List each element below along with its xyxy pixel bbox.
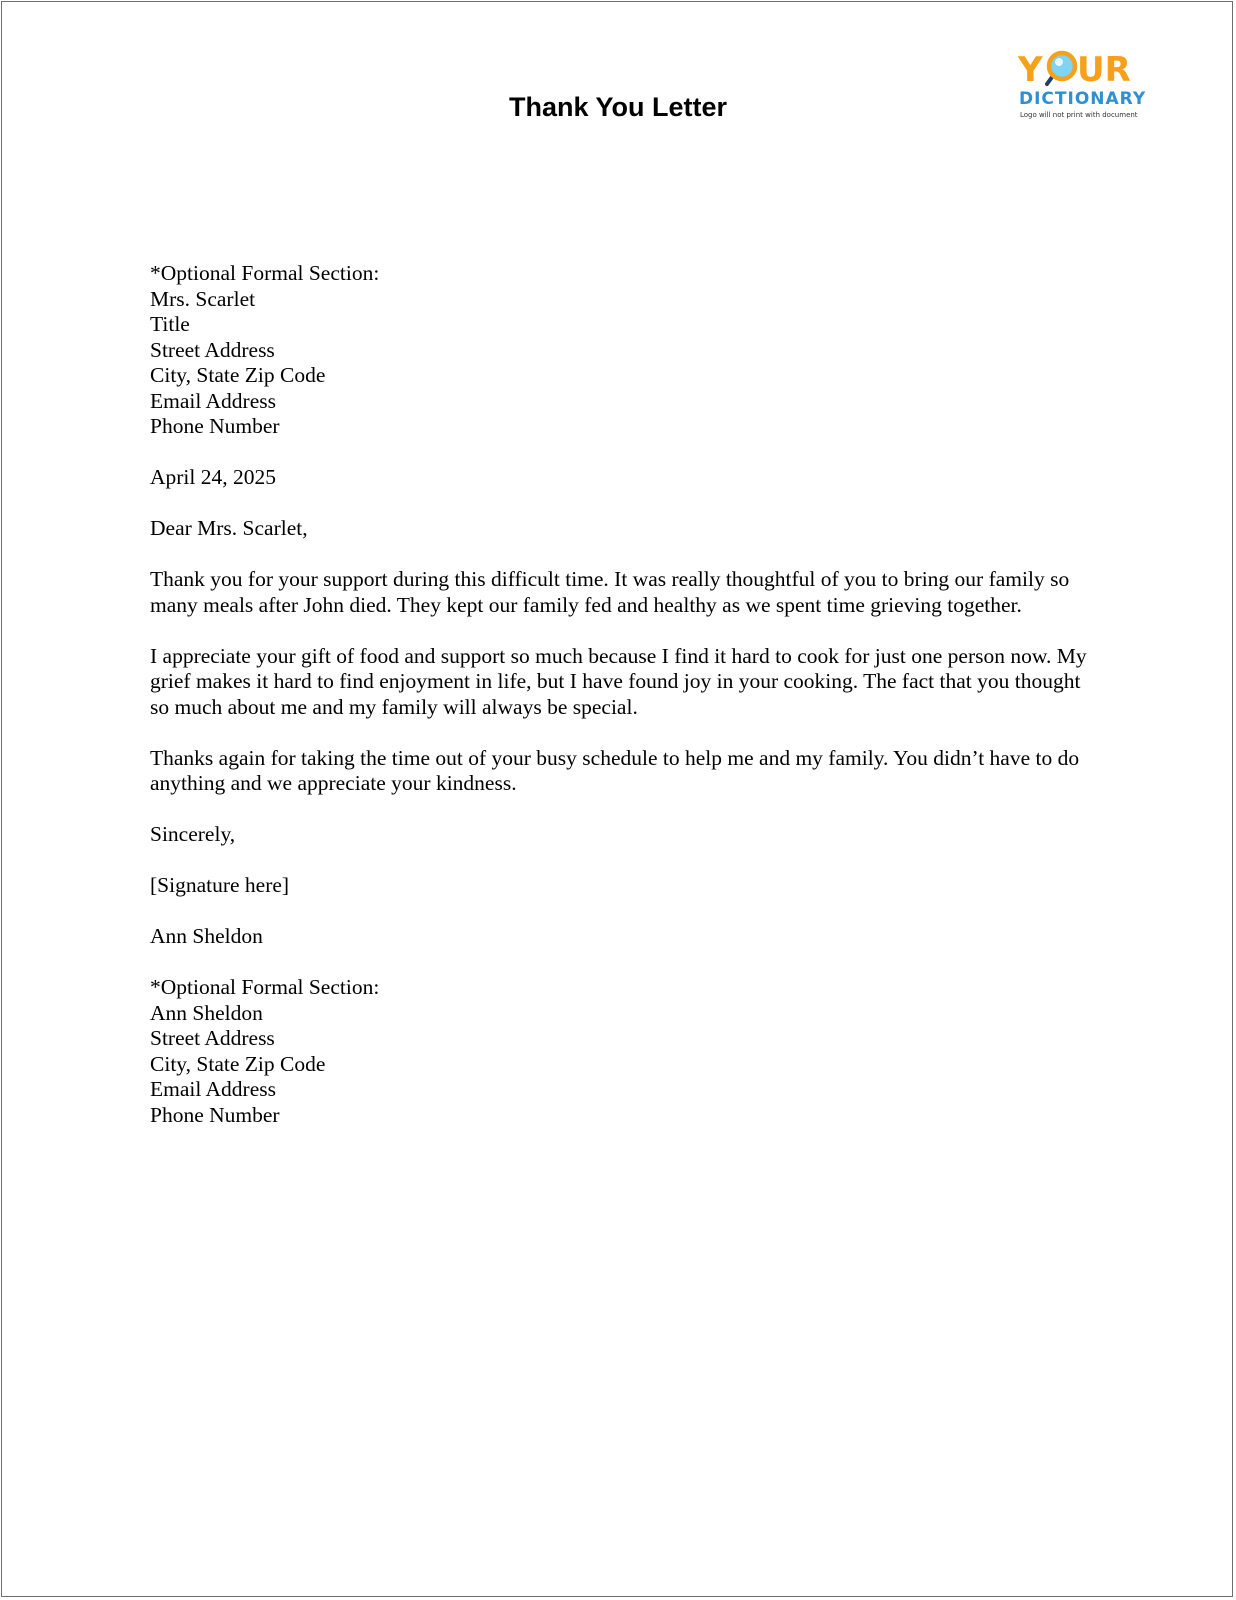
recipient-phone: Phone Number bbox=[150, 414, 280, 438]
recipient-email: Email Address bbox=[150, 388, 276, 413]
letter-date: April 24, 2025 bbox=[150, 465, 277, 489]
logo-letter-y: Y bbox=[1018, 50, 1043, 90]
sender-city-state-zip: City, State Zip Code bbox=[150, 1051, 326, 1076]
body-paragraph-3: Thanks again for taking the time out of your busy schedule to help me and my family. You didn’t have to do anything and we appreciate your kindness. bbox=[150, 745, 1080, 795]
document-title: Thank You Letter bbox=[508, 92, 728, 122]
recipient-title: Title bbox=[150, 312, 190, 336]
recipient-optional-label: *Optional Formal Section: bbox=[150, 261, 380, 285]
sender-street: Street Address bbox=[150, 1026, 275, 1050]
sender-name: Ann Sheldon bbox=[150, 924, 263, 948]
closing: Sincerely, bbox=[150, 822, 236, 846]
recipient-block bbox=[150, 261, 1100, 440]
recipient-name: Mrs. Scarlet bbox=[150, 286, 256, 311]
sender-phone: Phone Number bbox=[150, 1102, 280, 1127]
body-paragraph-1: Thank you for your support during this difficult time. It was really thoughtful of you to bring our family so many meals after John died. They kept our family fed and healthy as we spent time grieving together. bbox=[150, 567, 1070, 617]
letter-page bbox=[1, 1, 1233, 1597]
recipient-city-state-zip: City, State Zip Code bbox=[150, 363, 326, 387]
sender-block-name: Ann Sheldon bbox=[150, 1000, 263, 1025]
body-paragraph-2: I appreciate your gift of food and support so much because I find it hard to cook for just one person now. My grief makes it hard to find enjoyment in life, but I have found joy in your cooking. The fact that you thought so much about me and my family will always be special. bbox=[150, 643, 1087, 719]
letter-body bbox=[150, 261, 1100, 1154]
logo-dictionary-text: DICTIONARY bbox=[1019, 89, 1147, 109]
signature-placeholder: [Signature here] bbox=[150, 873, 290, 897]
logo-letters-ur: UR bbox=[1077, 50, 1131, 90]
logo-wordmark bbox=[1018, 48, 1142, 90]
your-dictionary-logo bbox=[1018, 48, 1147, 124]
sender-optional-label: *Optional Formal Section: bbox=[150, 975, 380, 999]
logo-note: Logo will not print with document bbox=[1020, 111, 1138, 119]
magnifying-glass-icon bbox=[1047, 53, 1075, 84]
sender-block bbox=[150, 975, 1100, 1128]
sender-email: Email Address bbox=[150, 1077, 276, 1101]
recipient-street: Street Address bbox=[150, 337, 275, 362]
salutation: Dear Mrs. Scarlet, bbox=[150, 516, 308, 540]
